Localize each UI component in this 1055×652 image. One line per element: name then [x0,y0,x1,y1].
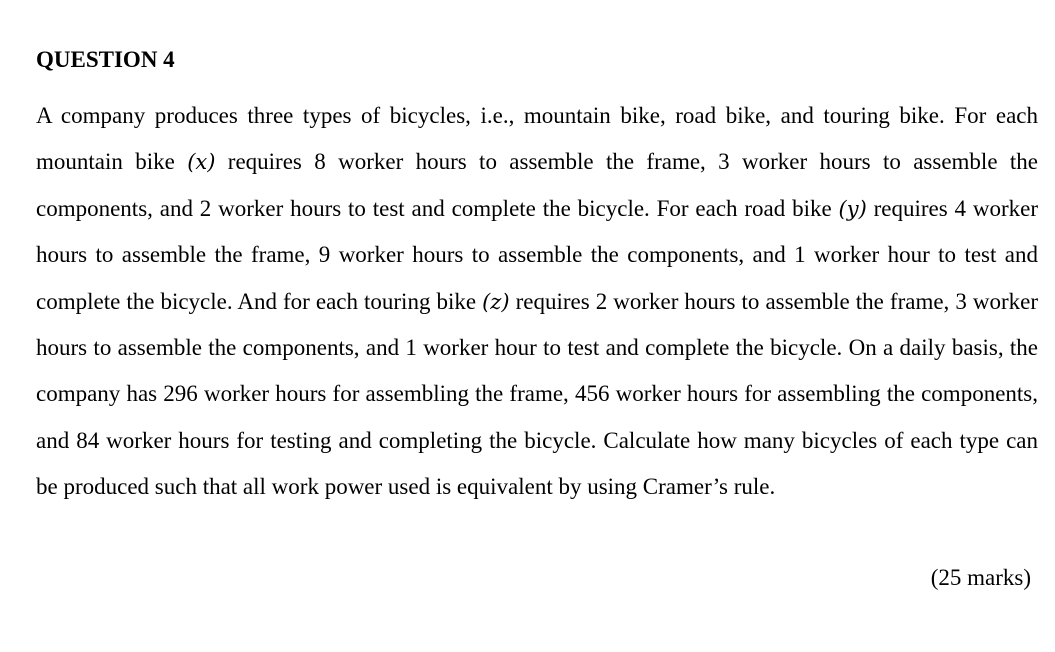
variable-z: (𝑧) [482,289,510,314]
question-paragraph [36,93,1038,511]
question-heading: QUESTION 4 [36,47,175,72]
paragraph-segment-2: requires 8 worker hours to assemble the frame, 3 worker hours to assemble the components, and 2 worker hours to test and complete the bicycle. For each road bike [36,149,1038,221]
paragraph-segment-1: A company produces three types of bicycles, i.e., mountain bike, road bike, and touring bike. For each mountain bike [36,103,1038,175]
paragraph-segment-3: requires 4 worker hours to assemble the frame, 9 worker hours to assemble the components, and 1 worker hour to test and complete the bicycle. And for each touring bike [36,195,1039,314]
paragraph-segment-4: requires 2 worker hours to assemble the frame, 3 worker hours to assemble the components, and 1 worker hour to test and complete the bicycle. On a daily basis, the company has 296 worker hours for assembling the frame, 456 worker hours for assembling the components, and 84 worker hours for testing and completing the bicycle. Calculate how many bicycles of each type can be produced such that all work power used is equivalent by using Cramer’s rule. [36,288,1038,500]
variable-y: (𝑦) [838,196,867,221]
variable-x: (𝑥) [187,150,216,175]
marks-label: (25 marks) [930,565,1031,590]
